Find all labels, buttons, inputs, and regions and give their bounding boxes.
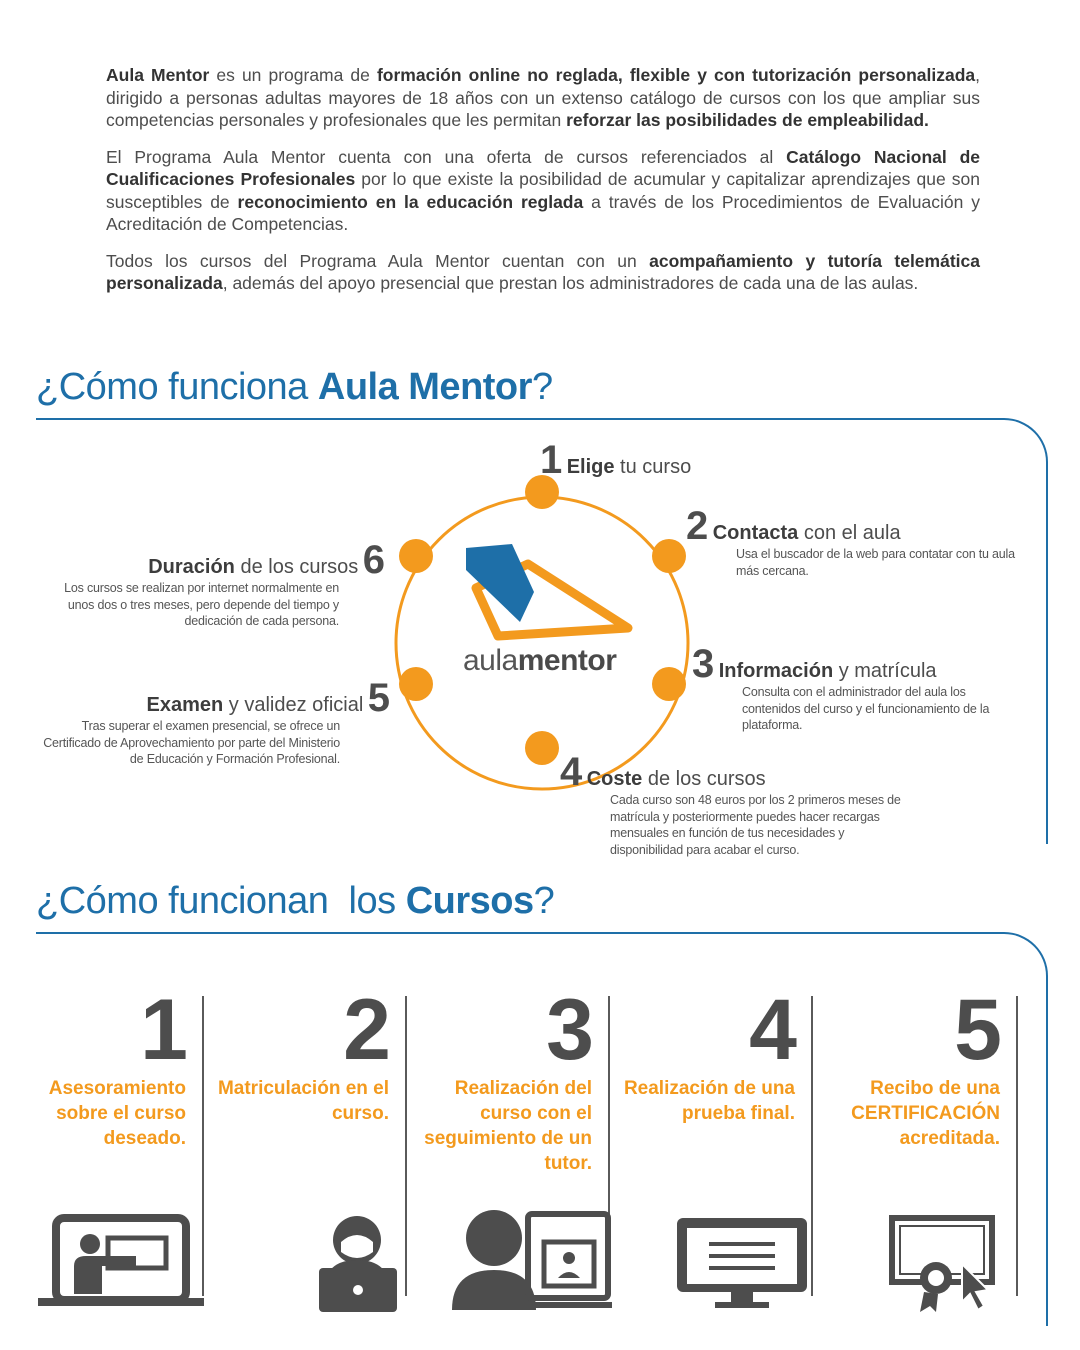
step-title-bold: Coste — [586, 768, 643, 790]
step-dot-3 — [652, 667, 686, 701]
course-step-5 — [826, 982, 1018, 1302]
bold-text: reforzar las posibilidades de empleabilidad. — [566, 110, 929, 130]
text: El Programa Aula Mentor cuenta con una oferta de cursos referenciados al — [106, 146, 787, 167]
course-step-number: 1 — [140, 982, 188, 1078]
step-description: Cada curso son 48 euros por los 2 primeros meses de matrícula y posteriormente puedes hacer recargas mensuales en función de tus necesidades y disponibilidad para acabar el curso. — [610, 793, 901, 857]
step-title-bold: Examen — [146, 694, 224, 716]
course-step-3 — [418, 982, 610, 1302]
step-description: Consulta con el administrador del aula los contenidos del curso y el funcionamiento de la plataforma. — [742, 685, 990, 732]
course-step-label: Matriculación en el curso. — [217, 1078, 389, 1124]
text: es un programa de — [209, 65, 377, 85]
step-3 — [692, 644, 1032, 734]
course-step-1 — [12, 982, 204, 1302]
step-2 — [686, 506, 1026, 579]
step-1 — [540, 440, 691, 480]
step-title-bold: Duración — [148, 556, 235, 578]
teacher-screen-icon — [36, 1210, 206, 1310]
bold-text: formación online no reglada, flexible y con tutorización personalizada — [376, 65, 976, 85]
text: , además del apoyo presencial que prestan los administradores de cada una de las aulas. — [222, 273, 919, 293]
aula-mentor-wordmark: aulamentor — [463, 644, 617, 677]
step-description: Los cursos se realizan por internet normalmente en unos dos o tres meses, pero depende del tiempo y dedicación de cada persona. — [64, 581, 339, 628]
step-number: 3 — [692, 642, 715, 686]
course-step-label: Asesoramiento sobre el curso deseado. — [48, 1078, 186, 1149]
bold-text: Catálogo Nacional de Cualificaciones Profesionales — [106, 146, 981, 189]
step-title-rest: de los cursos — [234, 556, 359, 578]
course-step-2 — [215, 982, 407, 1302]
course-step-number: 4 — [749, 982, 797, 1078]
section-heading-aula-mentor: ¿Cómo funciona Aula Mentor? — [36, 366, 553, 408]
step-4 — [560, 752, 920, 858]
step-title-rest: con el aula — [798, 522, 901, 544]
aula-mentor-logo-icon — [466, 544, 628, 636]
person-laptop-icon — [311, 1212, 411, 1312]
step-number: 1 — [540, 438, 563, 482]
step-dot-5 — [399, 667, 433, 701]
step-title-bold: Información — [718, 660, 834, 682]
step-dot-6 — [399, 539, 433, 573]
step-number: 6 — [362, 538, 385, 582]
step-5 — [40, 678, 390, 768]
course-step-number: 2 — [343, 982, 391, 1078]
step-number: 4 — [560, 750, 583, 794]
step-description: Tras superar el examen presencial, se ofrece un Certificado de Aprovechamiento por parte del Ministerio de Educación y Formación Profesional. — [43, 719, 340, 766]
course-step-label: Realización del curso con el seguimiento de un tutor. — [424, 1078, 592, 1174]
bold-text: Aula Mentor — [106, 65, 210, 85]
step-description: Usa el buscador de la web para contatar con tu aula más cercana. — [736, 547, 1015, 578]
tutor-icon — [448, 1206, 628, 1310]
course-step-label: Recibo de una CERTIFICACIÓN acreditada. — [851, 1078, 1000, 1149]
step-number: 5 — [367, 676, 390, 720]
course-step-number: 5 — [954, 982, 1002, 1078]
text: Todos los cursos del Programa Aula Mentor cuentan con un — [106, 250, 650, 271]
text: a través de los Procedimientos de Evaluación y Acreditación de Competencias. — [106, 191, 980, 234]
certificate-icon — [888, 1212, 1008, 1312]
bold-text: reconocimiento en la educación reglada — [237, 191, 584, 212]
step-dot-2 — [652, 539, 686, 573]
bold-text: acompañamiento y tutoría telemática personalizada — [106, 250, 980, 293]
step-6 — [40, 540, 385, 630]
step-title-rest: tu curso — [614, 456, 692, 478]
course-step-label: Realización de una prueba final. — [623, 1078, 795, 1124]
course-step-4 — [621, 982, 813, 1302]
course-step-number: 3 — [546, 982, 594, 1078]
step-number: 2 — [686, 504, 709, 548]
step-title-rest: y matrícula — [833, 660, 937, 682]
step-title-bold: Contacta — [712, 522, 799, 544]
step-title-bold: Elige — [566, 456, 615, 478]
monitor-icon — [673, 1214, 813, 1314]
text: por lo que existe la posibilidad de acumular y capitalizar aprendizajes que son susceptibles de — [106, 169, 980, 212]
text: , dirigido a personas adultas mayores de 18 años con un extenso catálogo de cursos con los que ampliar sus competencias personales y profesionales que les permitan — [106, 65, 980, 130]
section-heading-cursos: ¿Cómo funcionan los Cursos? — [36, 880, 555, 922]
step-title-rest: y validez oficial — [223, 694, 364, 716]
step-title-rest: de los cursos — [642, 768, 766, 790]
step-dot-4 — [525, 731, 559, 765]
